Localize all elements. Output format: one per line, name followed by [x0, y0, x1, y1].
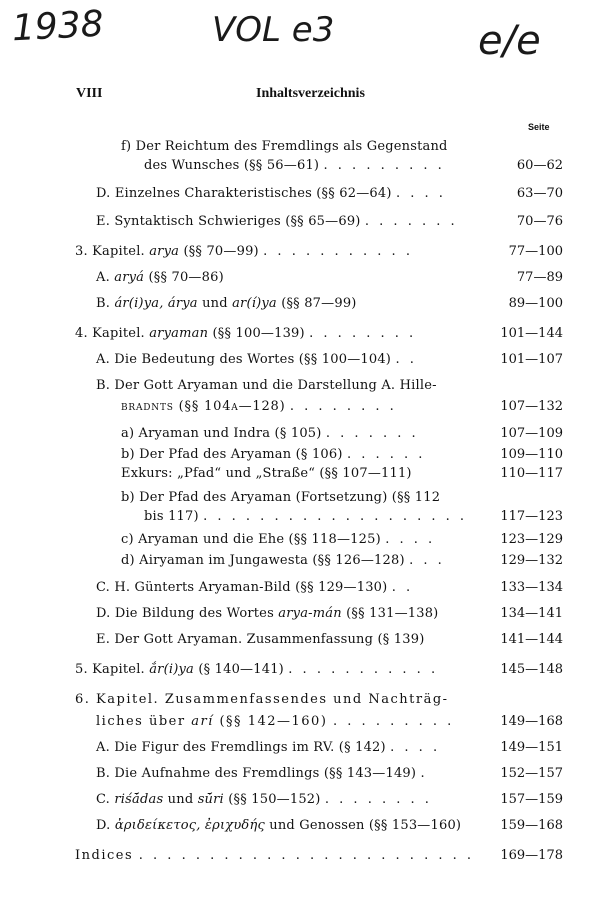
- toc-entry-4d: D. Die Bildung des Wortes arya-mán (§§ 131—138): [96, 606, 439, 621]
- toc-entry-4b-d: d) Airyaman im Jungawesta (§§ 126—128) . . .: [121, 553, 445, 568]
- toc-pages: 89—100: [508, 296, 563, 311]
- toc-entry-3a: A. aryá (§§ 70—86): [96, 270, 224, 285]
- toc-entry-6b: B. Die Aufnahme des Fremdlings (§§ 143—149) .: [96, 766, 428, 781]
- toc-pages: 63—70: [516, 186, 563, 201]
- toc-pages: 110—117: [500, 466, 563, 481]
- toc-chapter-3: 3. Kapitel. arya (§§ 70—99) . . . . . . . . . . .: [75, 244, 413, 259]
- toc-entry-6c: C. riśā́das und sū́ri (§§ 150—152) . . . . . . . .: [96, 792, 432, 807]
- toc-pages: 169—178: [500, 848, 563, 863]
- toc-chapter-6-line1: 6. Kapitel. Zusammenfassendes und Nachträg-: [75, 692, 449, 707]
- toc-entry-f-line1: f) Der Reichtum des Fremdlings als Gegenstand: [121, 139, 448, 154]
- toc-pages: 60—62: [516, 158, 563, 173]
- toc-entry-4b-line1: B. Der Gott Aryaman und die Darstellung A. Hille-: [96, 378, 437, 393]
- toc-chapter-5: 5. Kapitel. ắr(i)ya (§ 140—141) . . . . . . . . . . .: [75, 662, 439, 677]
- toc-pages: 77—100: [508, 244, 563, 259]
- toc-indices: Indices . . . . . . . . . . . . . . . . . . . . . . . .: [75, 848, 475, 863]
- toc-entry-4b-c: c) Aryaman und die Ehe (§§ 118—125) . . . .: [121, 532, 436, 547]
- toc-entry-4b-b2-line1: b) Der Pfad des Aryaman (Fortsetzung) (§§ 112: [121, 490, 441, 505]
- toc-entry-f-line2: des Wunsches (§§ 56—61) . . . . . . . . .: [144, 158, 445, 173]
- toc-pages: 123—129: [500, 532, 563, 547]
- toc-entry-4e: E. Der Gott Aryaman. Zusammenfassung (§ 139): [96, 632, 425, 647]
- seite-label: Seite: [528, 122, 550, 132]
- toc-pages: 107—132: [500, 399, 563, 414]
- toc-pages: 149—168: [500, 714, 563, 729]
- toc-entry-6a: A. Die Figur des Fremdlings im RV. (§ 142) . . . .: [96, 740, 441, 755]
- toc-entry-4b-a: a) Aryaman und Indra (§ 105) . . . . . . .: [121, 426, 419, 441]
- toc-pages: 141—144: [500, 632, 563, 647]
- toc-pages: 145—148: [500, 662, 563, 677]
- toc-pages: 77—89: [516, 270, 563, 285]
- handwritten-volume: VOL e3: [212, 10, 335, 50]
- toc-chapter-4: 4. Kapitel. aryaman (§§ 100—139) . . . . . . . .: [75, 326, 417, 341]
- toc-chapter-6-line2: liches über arí (§§ 142—160) . . . . . . . . .: [96, 714, 455, 729]
- toc-entry-exkurs: Exkurs: „Pfad“ und „Straße“ (§§ 107—111): [121, 466, 412, 481]
- toc-pages: 109—110: [500, 447, 563, 462]
- toc-pages: 101—144: [500, 326, 563, 341]
- toc-pages: 107—109: [500, 426, 563, 441]
- toc-entry-4b-b: b) Der Pfad des Aryaman (§ 106) . . . . . .: [121, 447, 426, 462]
- toc-entry-6d: D. ἀριδείκετος, ἐριχυδής und Genossen (§§ 153—160): [96, 818, 462, 833]
- toc-entry-d: D. Einzelnes Charakteristisches (§§ 62—64) . . . .: [96, 186, 446, 201]
- handwritten-mark: e/e: [478, 18, 541, 64]
- page-number: VIII: [76, 86, 103, 101]
- toc-pages: 152—157: [500, 766, 563, 781]
- handwritten-year: 1938: [10, 3, 105, 50]
- page-title: Inhaltsverzeichnis: [256, 86, 365, 101]
- toc-entry-3b: B. ár(i)ya, árya und ar(í)ya (§§ 87—99): [96, 296, 357, 311]
- toc-pages: 149—151: [500, 740, 563, 755]
- toc-entry-e: E. Syntaktisch Schwieriges (§§ 65—69) . . . . . . .: [96, 214, 458, 229]
- toc-entry-4a: A. Die Bedeutung des Wortes (§§ 100—104) . .: [96, 352, 417, 367]
- toc-pages: 70—76: [516, 214, 563, 229]
- toc-entry-4b-b2-line2: bis 117) . . . . . . . . . . . . . . . . . . .: [144, 509, 468, 524]
- toc-pages: 101—107: [500, 352, 563, 367]
- toc-pages: 134—141: [500, 606, 563, 621]
- toc-pages: 133—134: [500, 580, 563, 595]
- toc-pages: 117—123: [500, 509, 563, 524]
- toc-pages: 157—159: [500, 792, 563, 807]
- toc-pages: 159—168: [500, 818, 563, 833]
- toc-pages: 129—132: [500, 553, 563, 568]
- toc-entry-4b-line2: bradnts (§§ 104a—128) . . . . . . . .: [121, 399, 397, 414]
- toc-entry-4c: C. H. Günterts Aryaman-Bild (§§ 129—130) . .: [96, 580, 414, 595]
